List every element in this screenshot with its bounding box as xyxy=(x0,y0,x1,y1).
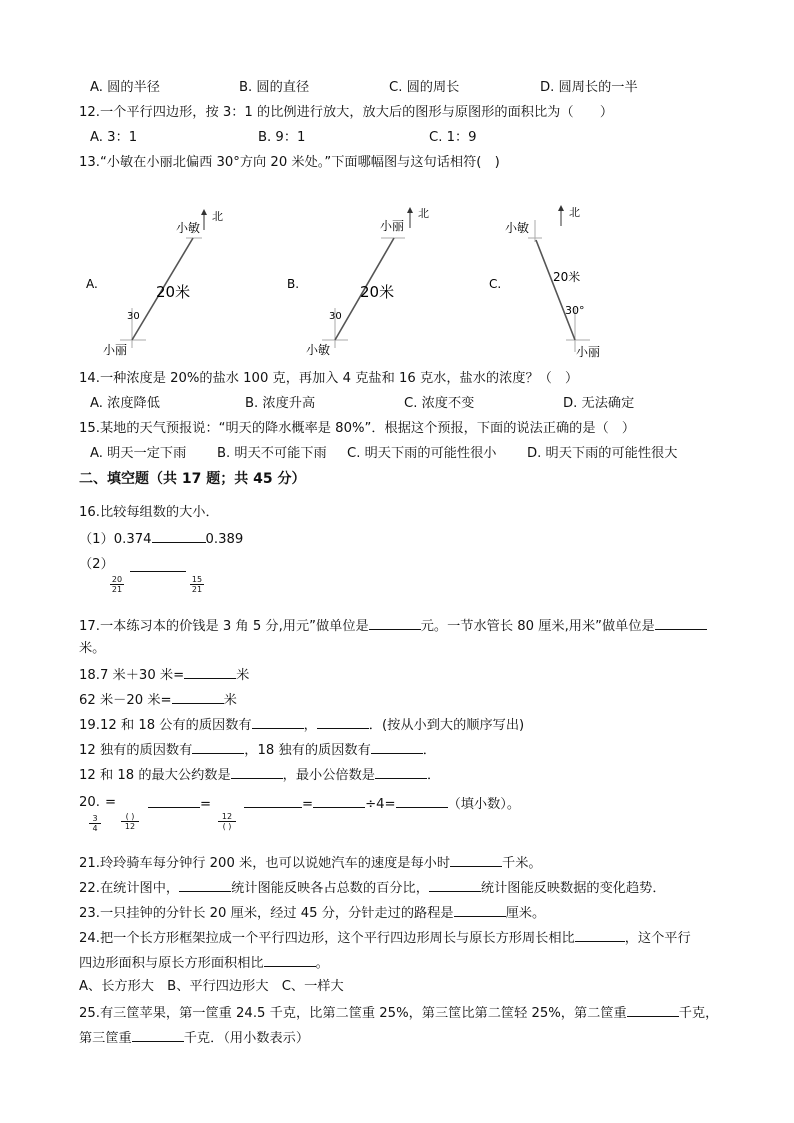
q19-line2 xyxy=(79,740,436,760)
q21-blank[interactable] xyxy=(450,853,502,867)
q16-part1-right: 0.389 xyxy=(205,532,244,547)
q19-blank-3[interactable] xyxy=(192,740,244,754)
q11-option-b: B. 圆的直径 xyxy=(239,80,310,95)
q18-blank-1[interactable] xyxy=(184,665,236,679)
q19-blank-5[interactable] xyxy=(231,765,283,779)
q22-blank-2[interactable] xyxy=(429,878,481,892)
q20-label: 20. xyxy=(79,795,100,810)
q25-line2-left: 第三筐重 xyxy=(79,1031,132,1046)
q11-option-c: C. 圆的周长 xyxy=(389,80,460,95)
q24-line2-left: 四边形面积与原长方形面积相比 xyxy=(79,956,264,971)
frac-numerator: 15 xyxy=(191,575,203,584)
q19-line2-left: 12 独有的质因数有 xyxy=(79,743,193,758)
q22-blank-1[interactable] xyxy=(179,878,231,892)
q15-stem: 15.某地的天气预报说：“明天的降水概率是 80%”．根据这个预报，下面的说法正确的是（ ） xyxy=(79,421,636,436)
q24-line2 xyxy=(79,953,329,973)
q25-blank-2[interactable] xyxy=(132,1028,184,1042)
q19-blank-6[interactable] xyxy=(375,765,427,779)
q15-option-c: C. 明天下雨的可能性很小 xyxy=(347,446,497,461)
q19-period-1: ． xyxy=(422,743,436,758)
q18-blank-2[interactable] xyxy=(172,690,224,704)
q16-part2-blank[interactable] xyxy=(130,571,186,572)
q19-line1 xyxy=(79,715,524,735)
q13-stem: 13.“小敏在小丽北偏西 30°方向 20 米处。”下面哪幅图与这句话相符( ) xyxy=(79,155,500,170)
q12-stem: 12.一个平行四边形，按 3：1 的比例进行放大，放大后的图形与原图形的面积比为（ ） xyxy=(79,105,614,120)
q11-option-d: D. 圆周长的一半 xyxy=(540,80,638,95)
q25-line1-right: 千克， xyxy=(678,1006,719,1021)
q11-option-a: A. 圆的半径 xyxy=(90,80,160,95)
north-label: 北 xyxy=(418,207,429,220)
q25-line2-right: 千克．（用小数表示） xyxy=(183,1031,310,1046)
q25-blank-1[interactable] xyxy=(627,1003,679,1017)
frac-denominator: 12 xyxy=(124,822,136,831)
frac-denominator: 21 xyxy=(111,585,123,594)
q14-option-b: B. 浓度升高 xyxy=(245,396,316,411)
q19-line3 xyxy=(79,765,440,785)
q18-line2-left: 62 米－20 米= xyxy=(79,693,172,708)
bottom-person-label: 小丽 xyxy=(103,343,128,357)
q16-part1 xyxy=(79,529,243,549)
q16-part1-blank[interactable] xyxy=(152,529,206,543)
q14-option-a: A. 浓度降低 xyxy=(90,396,160,411)
q24-line1-left: 24.把一个长方形框架拉成一个平行四边形，这个平行四边形周长与原长方形周长相比 xyxy=(79,931,575,946)
q16-part2-label: （2） xyxy=(79,557,114,572)
q20-eq-3: = xyxy=(302,797,314,812)
q15-option-a: A. 明天一定下雨 xyxy=(90,446,187,461)
frac-numerator: ( ) xyxy=(121,812,139,822)
q24-blank-2[interactable] xyxy=(264,953,316,967)
q17-blank-2[interactable] xyxy=(655,616,707,630)
q22-right: 统计图能反映数据的变化趋势． xyxy=(480,881,666,896)
q14-stem: 14.一种浓度是 20%的盐水 100 克，再加入 4 克盐和 16 克水，盐水的浓度？（ ） xyxy=(79,371,579,386)
angle-label: 30° xyxy=(565,304,585,317)
q13-figure-b xyxy=(287,207,429,357)
frac-numerator: 12 xyxy=(218,812,236,822)
q20-blank-2[interactable] xyxy=(244,794,302,808)
q20-frac-2 xyxy=(121,812,139,831)
q25-line1 xyxy=(79,1003,718,1023)
q20-line-b xyxy=(244,794,520,814)
q12-option-c: C. 1：9 xyxy=(429,130,477,145)
q24-options: A、长方形大 B、平行四边形大 C、一样大 xyxy=(79,979,344,994)
q18-line1-left: 18.7 米＋30 米= xyxy=(79,668,185,683)
q20-eq-1: = xyxy=(105,795,117,810)
distance-line xyxy=(536,240,575,340)
bottom-person-label: 小丽 xyxy=(576,345,601,359)
q25-line2 xyxy=(79,1028,309,1048)
q23-blank[interactable] xyxy=(454,903,506,917)
q20-line xyxy=(148,794,211,814)
bottom-person-label: 小敏 xyxy=(306,343,331,357)
q24-line2-right: 。 xyxy=(315,956,329,971)
q22 xyxy=(79,878,666,898)
q23-left: 23.一只挂钟的分针长 20 厘米，经过 45 分，分针走过的路程是 xyxy=(79,906,454,921)
top-person-label: 小敏 xyxy=(176,221,201,235)
distance-label: 20米 xyxy=(553,270,581,284)
q20-blank-3[interactable] xyxy=(313,794,365,808)
q20-frac-3 xyxy=(218,812,236,831)
q16-stem: 16.比较每组数的大小． xyxy=(79,505,219,520)
frac-denominator: ( ) xyxy=(222,822,232,831)
q12-option-b: B. 9：1 xyxy=(258,130,306,145)
top-person-label: 小敏 xyxy=(505,221,530,235)
q22-left: 22.在统计图中， xyxy=(79,881,180,896)
q13-figures xyxy=(0,180,794,370)
q16-frac-left xyxy=(110,575,124,594)
q19-line1-left: 19.12 和 18 公有的质因数有 xyxy=(79,718,252,733)
distance-label: 20米 xyxy=(156,283,191,301)
q19-line3-left: 12 和 18 的最大公约数是 xyxy=(79,768,231,783)
frac-numerator: 3 xyxy=(89,814,101,824)
q14-option-d: D. 无法确定 xyxy=(563,396,635,411)
q21 xyxy=(79,853,542,873)
q19-blank-2[interactable] xyxy=(317,715,369,729)
q19-line2-mid: ，18 独有的质因数有 xyxy=(244,743,371,758)
q17-part-a: 17.一本练习本的价钱是 3 角 5 分,用元”做单位是 xyxy=(79,619,369,634)
q21-right: 千米。 xyxy=(502,856,542,871)
q18-line1 xyxy=(79,665,249,685)
q22-mid: 统计图能反映各占总数的百分比， xyxy=(231,881,429,896)
q19-period-2: ． xyxy=(426,768,441,783)
q18-unit-1: 米 xyxy=(236,668,250,683)
q24-line1-right: ，这个平行 xyxy=(624,931,691,946)
q17-line2: 米。 xyxy=(79,641,106,656)
q17-line1 xyxy=(79,616,707,636)
q12-option-a: A. 3：1 xyxy=(90,130,138,145)
frac-denominator: 4 xyxy=(92,824,98,833)
north-label: 北 xyxy=(212,210,223,223)
q18-line2 xyxy=(79,690,237,710)
q13-figure-c xyxy=(489,206,600,359)
q23-right: 厘米。 xyxy=(505,906,546,921)
q20-blank-1[interactable] xyxy=(148,794,200,808)
q19-line3-mid: ，最小公倍数是 xyxy=(282,768,375,783)
q20-eq-2: = xyxy=(200,797,212,812)
q25-line1-left: 25.有三筐苹果，第一筐重 24.5 千克，比第二筐重 25%，第三筐比第二筐轻 25%，第二筐重 xyxy=(79,1006,627,1021)
angle-label: 30 xyxy=(329,311,342,322)
q18-unit-2: 米 xyxy=(223,693,237,708)
q17-part-b: 元。一节水管长 80 厘米,用米”做单位是 xyxy=(420,619,655,634)
q16-frac-right xyxy=(190,575,204,594)
q23 xyxy=(79,903,545,923)
q20-blank-4[interactable] xyxy=(396,794,448,808)
q24-line1 xyxy=(79,928,691,948)
q19-blank-4[interactable] xyxy=(371,740,423,754)
north-label: 北 xyxy=(569,206,580,219)
angle-label: 30 xyxy=(127,311,140,322)
top-person-label: 小丽 xyxy=(380,219,405,233)
q13-figure-a xyxy=(86,210,223,357)
q19-blank-1[interactable] xyxy=(252,715,304,729)
q20-frac-1 xyxy=(89,814,101,833)
q13-option-c-label: C. xyxy=(489,277,502,291)
section-2-title: 二、填空题（共 17 题；共 45 分） xyxy=(79,471,306,487)
q19-line1-right: ．(按从小到大的顺序写出) xyxy=(368,718,525,733)
q16-part1-left: （1）0.374 xyxy=(79,532,152,547)
q24-blank-1[interactable] xyxy=(575,928,625,942)
q19-comma: ， xyxy=(303,718,317,733)
q17-blank-1[interactable] xyxy=(369,616,421,630)
q20-tail: （填小数）。 xyxy=(447,797,521,812)
frac-numerator: 20 xyxy=(111,575,123,584)
q13-option-b-label: B. xyxy=(287,277,300,291)
q20-div4: ÷4= xyxy=(365,797,396,812)
q15-option-d: D. 明天下雨的可能性很大 xyxy=(527,446,678,461)
distance-label: 20米 xyxy=(360,283,395,301)
frac-denominator: 21 xyxy=(191,585,203,594)
q13-option-a-label: A. xyxy=(86,277,98,291)
q14-option-c: C. 浓度不变 xyxy=(404,396,475,411)
q21-left: 21.玲玲骑车每分钟行 200 米，也可以说她汽车的速度是每小时 xyxy=(79,856,451,871)
q15-option-b: B. 明天不可能下雨 xyxy=(217,446,327,461)
